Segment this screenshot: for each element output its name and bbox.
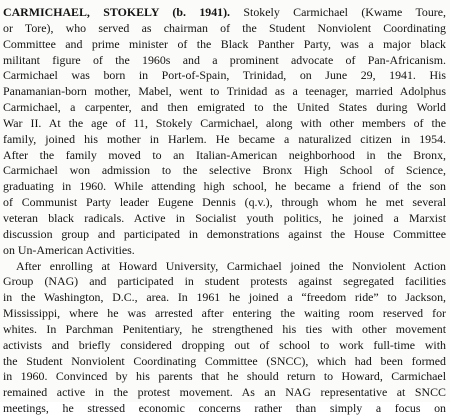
- text-line: remained active in the protest movement. As an NAG representative at SNCC: [3, 385, 446, 400]
- text-line: Carmichael was born in Port-of-Spain, Trinidad, on June 29, 1941. His: [3, 68, 446, 83]
- text-line: or Tore), who served as chairman of the Student Nonviolent Coordinating: [3, 20, 446, 35]
- text-line: the Student Nonviolent Coordinating Committee (SNCC), which had been formed: [3, 353, 446, 368]
- text-line: militant figure of the 1960s and a prominent advocate of Pan-Africanism.: [3, 52, 446, 67]
- text-line-fragment: Stokely Carmichael (Kwame Toure,: [230, 5, 446, 19]
- text-line: discussion group and participated in demonstrations against the House Committee: [3, 226, 446, 241]
- text-line: War II. At the age of 11, Stokely Carmichael, along with other members of the: [3, 115, 446, 130]
- text-line: Carmichael, a carpenter, and then emigrated to the United States during World: [3, 100, 446, 115]
- text-line: graduating in 1960. While attending high school, he became a friend of the son: [3, 179, 446, 194]
- text-line: family, joined his mother in Harlem. He became a naturalized citizen in 1954.: [3, 131, 446, 146]
- text-line: veteran black radicals. Active in Socialist youth politics, he joined a Marxist: [3, 210, 446, 225]
- text-line: in the Washington, D.C., area. In 1961 he joined a “freedom ride” to Jackson,: [3, 290, 446, 305]
- text-line: Committee and prime minister of the Black Panther Party, was a major black: [3, 36, 446, 51]
- article-body: [3, 5, 446, 417]
- entry-heading: CARMICHAEL, STOKELY (b. 1941).: [3, 5, 231, 19]
- text-line: in 1960. Convinced by his parents that he should return to Howard, Carmichael: [3, 369, 446, 384]
- text-line: After the family moved to an Italian-American neighborhood in the Bronx,: [3, 147, 446, 162]
- text-line: Panamanian-born mother, Mabel, went to Trinidad as a teenager, married Adolphus: [3, 84, 446, 99]
- text-line: meetings, he stressed economic concerns rather than simply a focus on: [3, 401, 446, 416]
- text-line: After enrolling at Howard University, Carmichael joined the Nonviolent Action: [16, 258, 446, 273]
- text-line: activists and briefly considered dropping out of school to work full-time with: [3, 337, 446, 352]
- text-line: on Un-American Activities.: [3, 242, 135, 257]
- text-line: Carmichael won admission to the selective Bronx High School of Science,: [3, 163, 446, 178]
- text-line: [3, 5, 446, 21]
- text-line: Mississippi, where he was arrested after entering the waiting room reserved for: [3, 306, 446, 321]
- text-line: whites. In Parchman Penitentiary, he strengthened his ties with other movement: [3, 321, 446, 336]
- text-line: of Communist Party leader Eugene Dennis (q.v.), through whom he met several: [3, 195, 446, 210]
- text-line: Group (NAG) and participated in student protests against segregated facilities: [3, 274, 446, 289]
